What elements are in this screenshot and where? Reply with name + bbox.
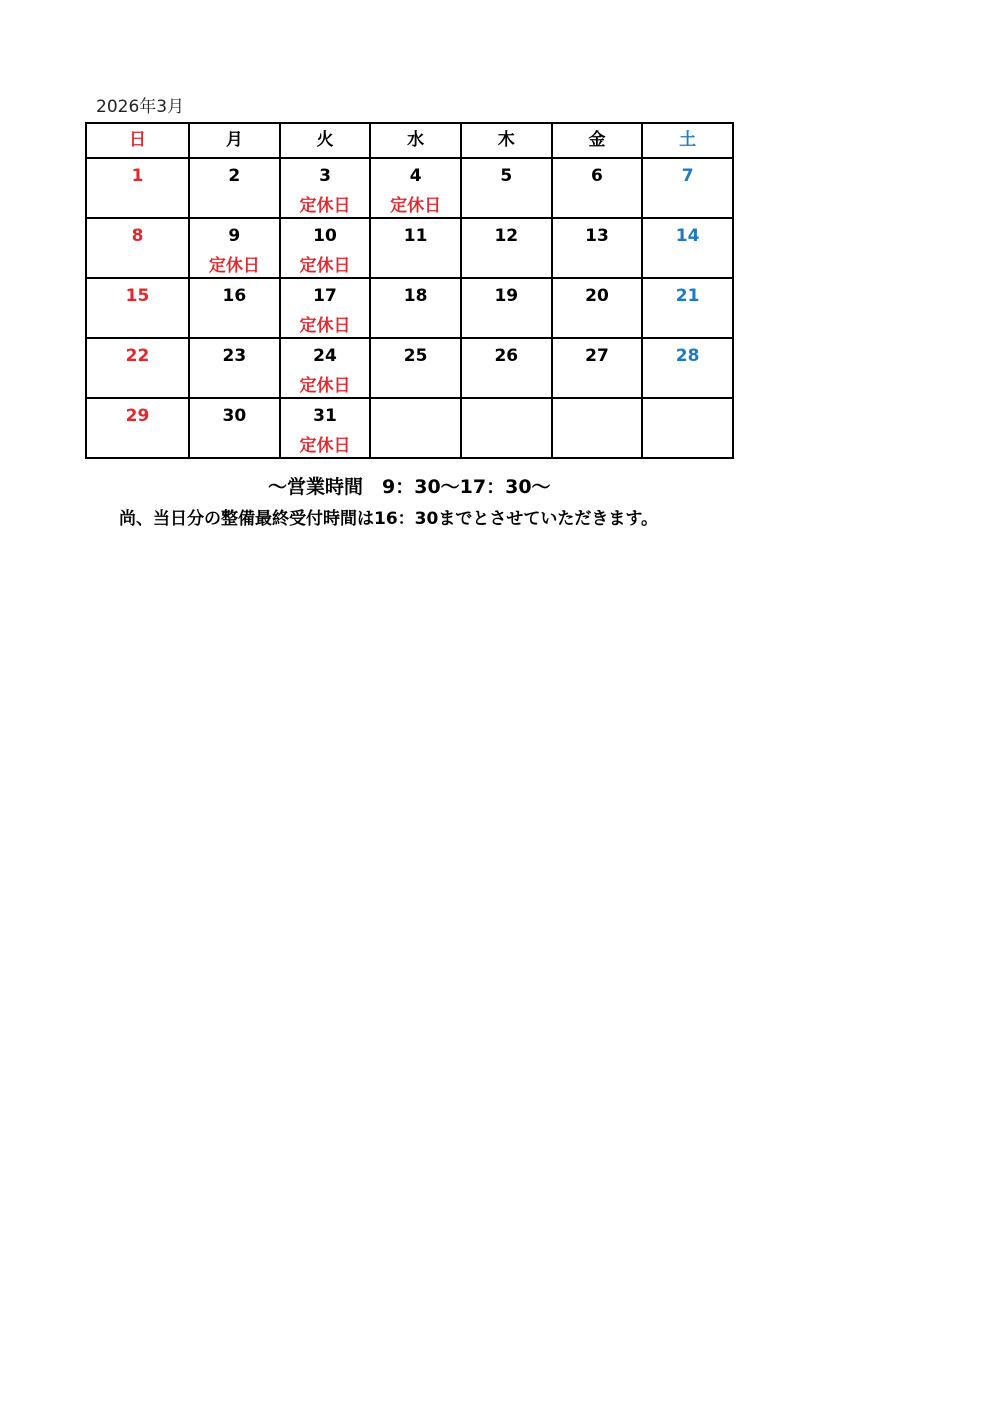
day-number: 22 (125, 346, 150, 366)
weekday-header-row (86, 123, 733, 158)
closed-day-label: 定休日 (299, 196, 351, 216)
day-number: 27 (585, 346, 609, 366)
day-number: 13 (585, 226, 609, 246)
weekday-monday: 月 (189, 123, 280, 158)
day-number: 5 (500, 166, 513, 186)
day-cell (552, 218, 643, 278)
weekday-thursday: 木 (461, 123, 552, 158)
day-number: 8 (131, 226, 144, 246)
day-cell (189, 278, 280, 338)
day-number: 29 (125, 406, 150, 426)
week-row (86, 278, 733, 338)
reception-note: 尚、当日分の整備最終受付時間は16：30までとさせていただきます。 (119, 509, 658, 529)
day-cell (280, 278, 371, 338)
day-number: 16 (222, 286, 247, 306)
day-number: 6 (591, 166, 603, 186)
day-cell (280, 158, 371, 218)
day-number: 15 (125, 286, 150, 306)
day-number: 26 (494, 346, 519, 366)
day-number: 19 (494, 286, 519, 306)
day-number: 25 (403, 346, 428, 366)
day-number: 7 (681, 166, 694, 186)
day-cell (461, 338, 552, 398)
day-number: 2 (228, 166, 241, 186)
day-number: 18 (403, 286, 428, 306)
day-cell (370, 218, 461, 278)
weekday-sunday: 日 (86, 123, 189, 158)
day-number: 10 (313, 226, 337, 246)
day-number: 4 (409, 166, 422, 186)
business-hours: ～営業時間 9：30～17：30～ (268, 476, 551, 498)
weekday-friday: 金 (552, 123, 643, 158)
day-number: 14 (675, 226, 700, 246)
day-number: 3 (319, 166, 331, 186)
day-number: 31 (313, 406, 337, 426)
day-cell (280, 338, 371, 398)
day-cell (370, 398, 461, 458)
weekday-wednesday: 水 (370, 123, 461, 158)
day-cell (86, 158, 189, 218)
day-number: 28 (675, 346, 700, 366)
closed-day-label: 定休日 (390, 196, 442, 216)
day-cell (280, 218, 371, 278)
day-cell (461, 278, 552, 338)
day-cell (552, 338, 643, 398)
week-row (86, 218, 733, 278)
day-cell (189, 338, 280, 398)
day-number (643, 406, 732, 426)
day-cell (86, 398, 189, 458)
week-row (86, 158, 733, 218)
day-cell (552, 278, 643, 338)
day-cell (370, 278, 461, 338)
day-number: 30 (222, 406, 247, 426)
day-cell (461, 218, 552, 278)
day-number (371, 406, 460, 426)
closed-day-label: 定休日 (299, 436, 351, 456)
day-cell (86, 338, 189, 398)
day-number: 23 (222, 346, 247, 366)
day-number: 11 (403, 226, 428, 246)
day-number: 12 (494, 226, 519, 246)
closed-day-label: 定休日 (208, 256, 260, 276)
day-cell (189, 158, 280, 218)
day-number (462, 406, 551, 426)
day-cell (642, 398, 733, 458)
day-cell (370, 338, 461, 398)
day-cell (280, 398, 371, 458)
closed-day-label: 定休日 (299, 316, 351, 336)
day-number: 20 (585, 286, 609, 306)
day-number: 9 (228, 226, 241, 246)
day-number: 21 (675, 286, 700, 306)
closed-day-label: 定休日 (299, 256, 351, 276)
day-cell (642, 278, 733, 338)
day-cell (86, 218, 189, 278)
day-number: 1 (131, 166, 144, 186)
day-cell (461, 398, 552, 458)
day-cell (189, 218, 280, 278)
week-row (86, 398, 733, 458)
day-cell (189, 398, 280, 458)
day-cell (86, 278, 189, 338)
day-number (553, 406, 642, 426)
day-cell (552, 398, 643, 458)
day-cell (642, 158, 733, 218)
day-cell (370, 158, 461, 218)
calendar-table (85, 122, 734, 459)
day-cell (461, 158, 552, 218)
closed-day-label: 定休日 (299, 376, 351, 396)
day-cell (642, 338, 733, 398)
day-number: 17 (313, 286, 337, 306)
day-number: 24 (313, 346, 337, 366)
month-title: 2026年3月 (96, 97, 185, 117)
weekday-tuesday: 火 (280, 123, 371, 158)
weekday-saturday: 土 (642, 123, 733, 158)
day-cell (552, 158, 643, 218)
week-row (86, 338, 733, 398)
day-cell (642, 218, 733, 278)
